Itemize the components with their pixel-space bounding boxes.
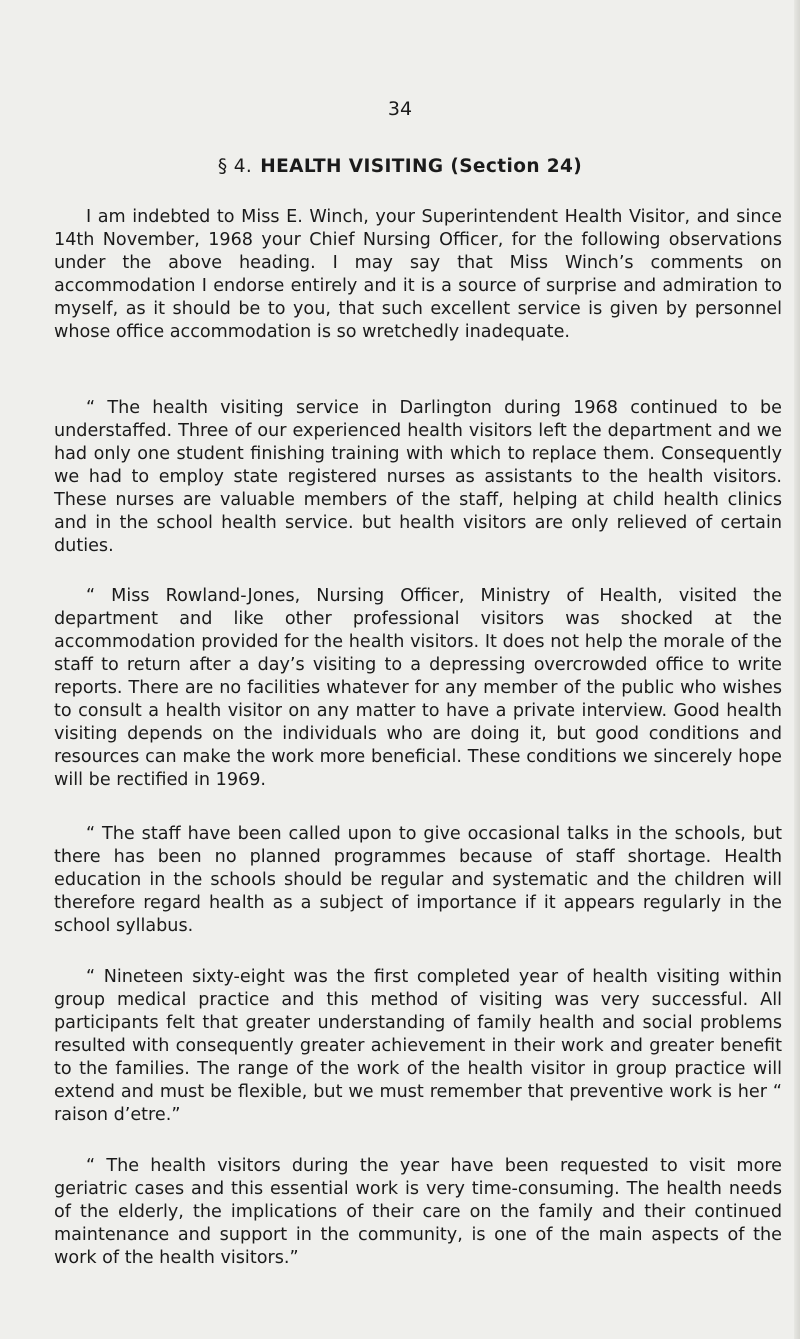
paragraph-introduction: I am indebted to Miss E. Winch, your Superintendent Health Visitor, and since 14th November, 1968 your Chief Nursing Officer, for the following observations under the above heading. I may say that Miss Winch’s comments on accommodation I endorse entirely and it is a source of surprise and admiration to myself, as it should be to you, that such excellent service is given by personnel whose office accommodation is so wretchedly inadequate. xyxy=(54,207,782,342)
paragraph-group-practice: “ Nineteen sixty-eight was the first completed year of health visiting within group medical practice and this method of visiting was very successful. All participants felt that greater understanding of family health and social problems resulted with consequently greater achievement in their work and greater benefit to the families. The range of the work of the health visitor in group practice will extend and must be flexible, but we must remember that preventive work is her “ raison d’etre.” xyxy=(54,967,782,1125)
paragraph-school-talks: “ The staff have been called upon to give occasional talks in the schools, but there has been no planned programmes because of staff shortage. Health education in the schools should be regular and systematic and the children will therefore regard health as a subject of importance if it appears regularly in the school syllabus. xyxy=(54,824,782,936)
section-title: HEALTH VISITING (Section 24) xyxy=(260,156,583,177)
paragraph-geriatric-cases: “ The health visitors during the year have been requested to visit more geriatric cases and this essential work is very time-consuming. The health needs of the elderly, the implications of their care on the family and their continued maintenance and support in the community, is one of the main aspects of the work of the health visitors.” xyxy=(54,1156,782,1268)
page-number: 34 xyxy=(387,98,413,120)
paragraph-understaffing: “ The health visiting service in Darlington during 1968 continued to be understaffed. Three of our experienced health visitors left the department and we had only one student finishing training with which to replace them. Consequently we had to employ state registered nurses as assistants to the health visitors. These nurses are valuable members of the staff, helping at child health clinics and in the school health service. but health visitors are only relieved of certain duties. xyxy=(54,398,782,556)
page-edge xyxy=(794,0,800,1339)
section-symbol: § 4. xyxy=(217,156,253,177)
paragraph-ministry-visit: “ Miss Rowland-Jones, Nursing Officer, Ministry of Health, visited the department and like other professional visitors was shocked at the accommodation provided for the health visitors. It does not help the morale of the staff to return after a day’s visiting to a depressing overcrowded office to write reports. There are no facilities whatever for any member of the public who wishes to consult a health visitor on any matter to have a private interview. Good health visiting depends on the individuals who are doing it, but good conditions and resources can make the work more beneficial. These conditions we sincerely hope will be rectified in 1969. xyxy=(54,586,782,790)
section-heading xyxy=(0,155,800,179)
